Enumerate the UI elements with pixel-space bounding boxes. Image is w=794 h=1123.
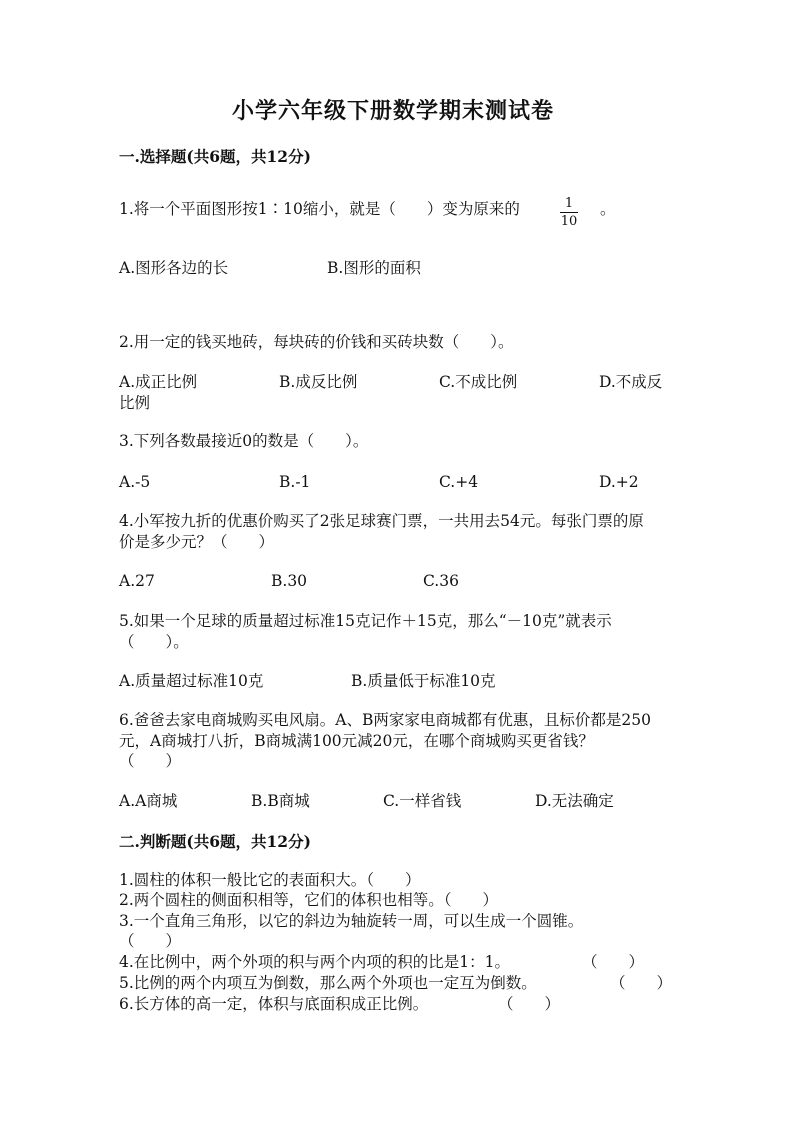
q3-option-c: C.+4 [439, 473, 479, 491]
question-4-line-1: 4.小军按九折的优惠价购买了2张足球赛门票，一共用去54元。每张门票的原 [119, 512, 644, 530]
judgment-item-5-paren: （ ） [610, 974, 673, 992]
q6-option-b: B.B商城 [251, 792, 310, 810]
judgment-item-5: 5.比例的两个内项互为倒数，那么两个外项也一定互为倒数。 [119, 974, 537, 992]
fraction-denominator: 10 [560, 214, 578, 229]
question-3-text: 3.下列各数最接近0的数是（ ）。 [119, 432, 369, 450]
q6-option-a: A.A商城 [119, 792, 178, 810]
q2-option-a: A.成正比例 [119, 373, 198, 391]
judgment-item-4-paren: （ ） [582, 953, 645, 971]
judgment-item-3: 3.一个直角三角形，以它的斜边为轴旋转一周，可以生成一个圆锥。 [119, 912, 584, 930]
q4-option-a: A.27 [119, 572, 155, 590]
question-4-line-2: 价是多少元？（ ） [119, 533, 275, 551]
q4-option-c: C.36 [423, 572, 459, 590]
question-6-line-2: 元，A商城打八折，B商城满100元减20元，在哪个商城购买更省钱？ [119, 732, 594, 750]
q2-option-d: D.不成反 [599, 373, 663, 391]
judgment-item-4: 4.在比例中，两个外项的积与两个内项的积的比是1：1。 [119, 953, 511, 971]
question-1-tail: 。 [600, 200, 616, 218]
judgment-item-2: 2.两个圆柱的侧面积相等，它们的体积也相等。（ ） [119, 891, 499, 909]
question-6-line-1: 6.爸爸去家电商城购买电风扇。A、B两家家电商城都有优惠，且标价都是250 [119, 711, 651, 729]
q6-option-d: D.无法确定 [535, 792, 614, 810]
section-heading-choice: 一.选择题(共6题，共12分) [119, 147, 311, 166]
question-5-line-2: （ ）。 [119, 633, 189, 651]
q4-option-b: B.30 [271, 572, 308, 590]
q3-option-a: A.-5 [119, 473, 151, 491]
section-heading-judgment: 二.判断题(共6题，共12分) [119, 832, 311, 851]
q2-option-c: C.不成比例 [439, 373, 518, 391]
question-1-text: 1.将一个平面图形按1∶10缩小，就是（ ）变为原来的 [119, 200, 520, 218]
q3-option-d: D.+2 [599, 473, 639, 491]
judgment-item-1: 1.圆柱的体积一般比它的表面积大。（ ） [119, 871, 421, 889]
q1-option-a: A.图形各边的长 [119, 259, 229, 277]
q6-option-c: C.一样省钱 [383, 792, 462, 810]
page-title: 小学六年级下册数学期末测试卷 [232, 98, 555, 124]
fraction-one-tenth [559, 197, 579, 228]
q5-option-a: A.质量超过标准10克 [119, 672, 264, 690]
q2-option-b: B.成反比例 [279, 373, 358, 391]
question-5-line-1: 5.如果一个足球的质量超过标准15克记作＋15克，那么“－10克”就表示 [119, 612, 612, 630]
fraction-numerator: 1 [564, 196, 574, 211]
judgment-item-6-paren: （ ） [498, 995, 561, 1013]
judgment-item-6: 6.长方体的高一定，体积与底面积成正比例。 [119, 995, 429, 1013]
q3-option-b: B.-1 [279, 473, 311, 491]
q2-option-d-wrap: 比例 [119, 394, 151, 412]
judgment-item-3-paren: （ ） [119, 932, 182, 950]
q5-option-b: B.质量低于标准10克 [351, 672, 496, 690]
question-6-line-3: （ ） [119, 752, 182, 770]
q1-option-b: B.图形的面积 [327, 259, 421, 277]
question-2-text: 2.用一定的钱买地砖，每块砖的价钱和买砖块数（ ）。 [119, 333, 514, 351]
